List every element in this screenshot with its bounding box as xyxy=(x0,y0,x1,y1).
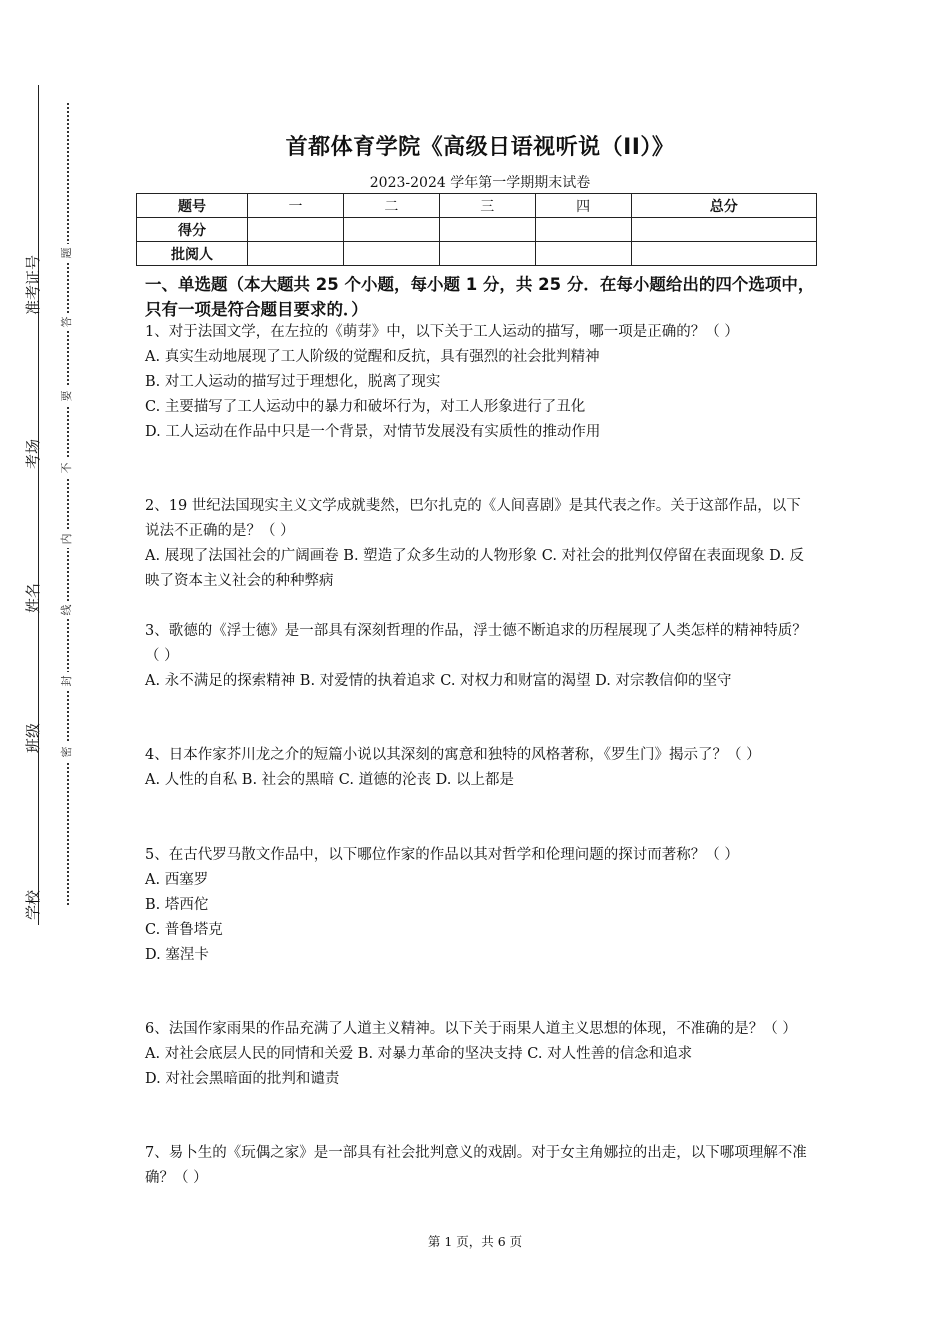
question-option: D. 塞涅卡 xyxy=(145,947,209,963)
question-stem: 6、法国作家雨果的作品充满了人道主义精神。以下关于雨果人道主义思想的体现，不准确的是？（ ） xyxy=(145,1021,797,1037)
question-option: B. 对工人运动的描写过于理想化，脱离了现实 xyxy=(145,374,441,390)
score-row-header: 得分 xyxy=(137,218,248,242)
margin-seal-line xyxy=(67,103,69,905)
score-cell xyxy=(535,218,631,242)
margin-label-class: 班级 xyxy=(24,723,42,754)
question-3 xyxy=(145,619,813,694)
score-col-header: 题号 xyxy=(137,194,248,218)
seal-char: 内 xyxy=(58,530,76,548)
score-col-header: 二 xyxy=(343,194,439,218)
question-option: A. 人性的自私 B. 社会的黑暗 C. 道德的沦丧 D. 以上都是 xyxy=(145,772,515,788)
page-number: 第 1 页，共 6 页 xyxy=(427,1234,523,1249)
score-col-header: 一 xyxy=(248,194,344,218)
score-table-row xyxy=(137,218,817,242)
question-1 xyxy=(145,320,813,445)
score-cell xyxy=(343,218,439,242)
score-cell xyxy=(631,242,816,266)
score-row-header: 批阅人 xyxy=(137,242,248,266)
question-stem: 1、对于法国文学，在左拉的《萌芽》中，以下关于工人运动的描写，哪一项是正确的？（ ） xyxy=(145,324,739,340)
score-cell xyxy=(535,242,631,266)
score-cell xyxy=(343,242,439,266)
question-4 xyxy=(145,743,813,793)
question-option: A. 对社会底层人民的同情和关爱 B. 对暴力革命的坚决支持 C. 对人性善的信念和追求 xyxy=(145,1046,693,1062)
section-heading: 一、单选题（本大题共 25 个小题，每小题 1 分，共 25 分．在每小题给出的四个选项中，只有一项是符合题目要求的．） xyxy=(145,275,815,319)
question-stem: 2、19 世纪法国现实主义文学成就斐然，巴尔扎克的《人间喜剧》是其代表之作。关于这部作品，以下说法不正确的是？（ ） xyxy=(145,498,801,539)
score-table xyxy=(136,193,817,266)
question-option: A. 永不满足的探索精神 B. 对爱情的执着追求 C. 对权力和财富的渴望 D. 对宗教信仰的坚守 xyxy=(145,673,732,689)
score-cell xyxy=(631,218,816,242)
score-cell xyxy=(439,218,535,242)
margin-label-school: 学校 xyxy=(24,890,42,921)
score-table-row xyxy=(137,242,817,266)
question-7 xyxy=(145,1141,813,1191)
score-col-header: 四 xyxy=(535,194,631,218)
score-cell xyxy=(248,218,344,242)
exam-title: 首都体育学院《高级日语视听说（II）》 xyxy=(285,135,675,160)
margin-label-exam-room: 考场 xyxy=(24,439,42,470)
margin-label-exam-id: 准考证号 xyxy=(24,255,42,316)
question-stem: 3、歌德的《浮士德》是一部具有深刻哲理的作品，浮士德不断追求的历程展现了人类怎样的精神特质？（ ） xyxy=(145,623,807,664)
seal-char: 答 xyxy=(58,313,76,331)
margin-solid-line xyxy=(38,85,39,925)
question-stem: 7、易卜生的《玩偶之家》是一部具有社会批判意义的戏剧。对于女主角娜拉的出走，以下哪项理解不准确？（ ） xyxy=(145,1145,807,1186)
exam-subtitle: 2023-2024 学年第一学期期末试卷 xyxy=(369,175,591,191)
seal-char: 要 xyxy=(58,387,76,405)
question-option: D. 工人运动在作品中只是一个背景，对情节发展没有实质性的推动作用 xyxy=(145,424,601,440)
question-option: A. 西塞罗 xyxy=(145,872,209,888)
score-col-header: 总分 xyxy=(631,194,816,218)
question-6 xyxy=(145,1017,813,1092)
margin-label-name: 姓名 xyxy=(24,583,42,614)
question-2 xyxy=(145,494,813,594)
question-option: D. 对社会黑暗面的批判和谴责 xyxy=(145,1071,340,1087)
seal-char: 线 xyxy=(58,601,76,619)
question-option: B. 塔西佗 xyxy=(145,897,209,913)
seal-char: 题 xyxy=(58,244,76,262)
score-cell xyxy=(439,242,535,266)
score-col-header: 三 xyxy=(439,194,535,218)
question-option: C. 主要描写了工人运动中的暴力和破坏行为，对工人形象进行了丑化 xyxy=(145,399,586,415)
score-cell xyxy=(248,242,344,266)
score-table-header-row xyxy=(137,194,817,218)
question-5 xyxy=(145,843,813,968)
question-option: A. 展现了法国社会的广阔画卷 B. 塑造了众多生动的人物形象 C. 对社会的批判仅停留在表面现象 D. 反映了资本主义社会的种种弊病 xyxy=(145,548,805,589)
seal-char: 不 xyxy=(58,459,76,477)
question-stem: 5、在古代罗马散文作品中，以下哪位作家的作品以其对哲学和伦理问题的探讨而著称？（ ） xyxy=(145,847,739,863)
question-stem: 4、日本作家芥川龙之介的短篇小说以其深刻的寓意和独特的风格著称，《罗生门》揭示了？（ ） xyxy=(145,747,761,763)
question-option: C. 普鲁塔克 xyxy=(145,922,223,938)
seal-char: 密 xyxy=(58,743,76,761)
seal-char: 封 xyxy=(58,672,76,690)
question-option: A. 真实生动地展现了工人阶级的觉醒和反抗，具有强烈的社会批判精神 xyxy=(145,349,600,365)
